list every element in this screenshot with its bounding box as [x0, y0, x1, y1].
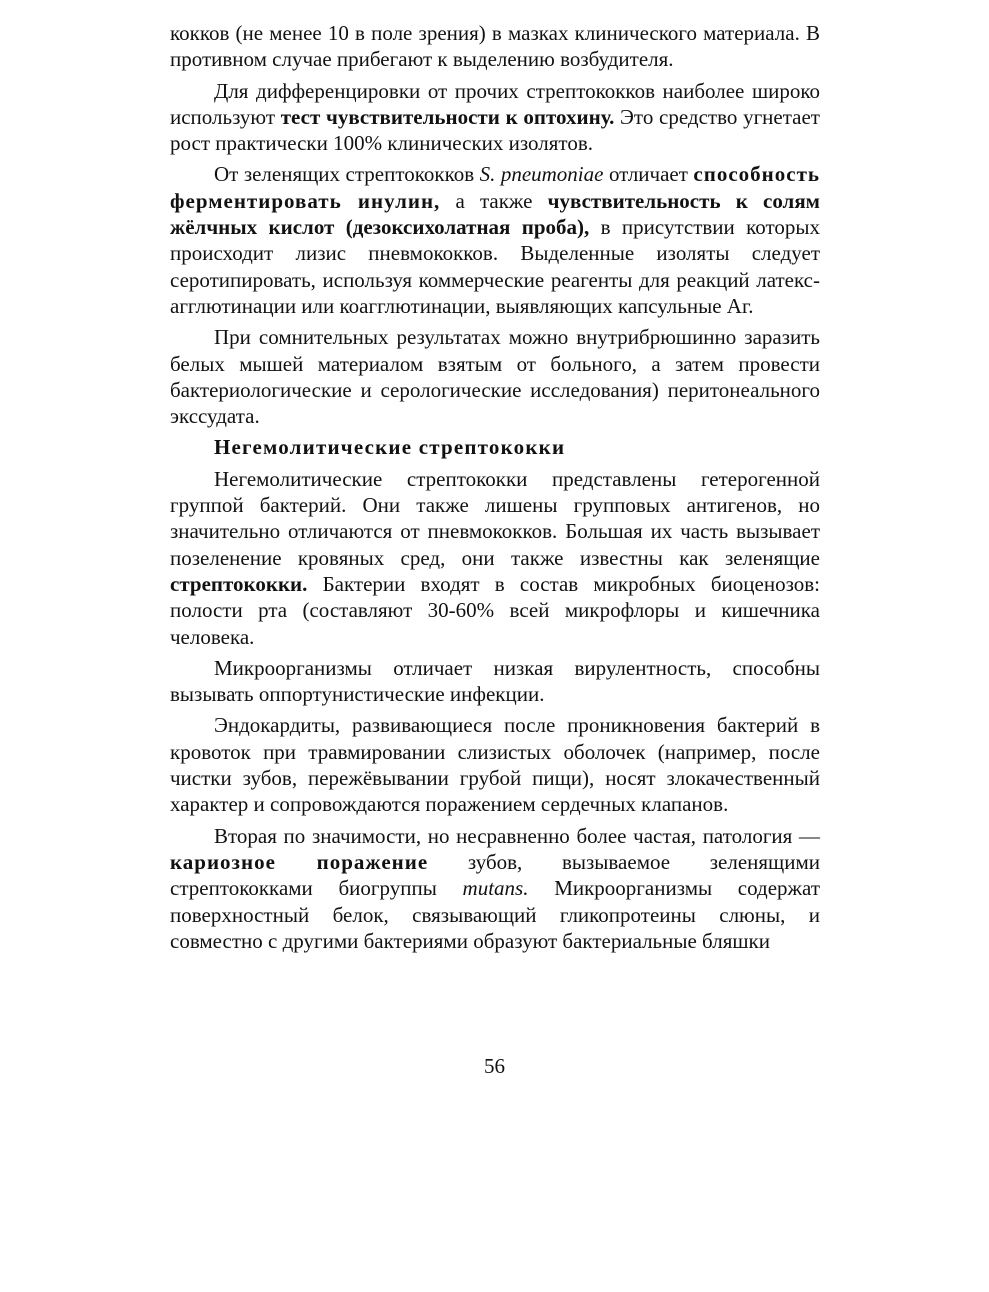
caries-term: кариозное поражение: [170, 849, 429, 874]
paragraph-3-text-4: в присутствии которых происходит лизис пневмококков. Выделенные изоляты следует серотипировать, используя коммерческие реагенты для реакций латекс-агглютинации или коагглютинации, выявляющих капсульные Аг.: [170, 215, 820, 318]
paragraph-3-text: От зеленящих стрептококков: [214, 162, 480, 187]
paragraph-8-text: Эндокардиты, развивающиеся после проникновения бактерий в кровоток при травмировании слизистых оболочек (например, после чистки зубов, пережёвывании грубой пищи), носят злокачественный характер и сопровождаются поражением сердечных клапанов.: [170, 713, 820, 817]
paragraph-9-text-3: Микроорганизмы содержат поверхностный белок, связывающий гликопротеины слюны, и совместно с другими бактериями образуют бактериальные бляшки: [170, 876, 820, 953]
bile-salts-term: чувствительность к солям жёлчных кислот (дезоксихолатная проба),: [170, 188, 820, 240]
paragraph-9-text: Вторая по значимости, но несравненно более частая, патология —: [214, 823, 820, 848]
page-body: [170, 20, 820, 954]
section-heading-text: Негемолитические стрептококки: [214, 435, 566, 460]
paragraph-nonhemolytic: [170, 466, 820, 650]
paragraph-7-text: Микроорганизмы отличает низкая вирулентность, способны вызывать оппортунистические инфекции.: [170, 655, 820, 707]
species-name: S. pneumoniae: [479, 162, 604, 187]
paragraph-continuation: [170, 20, 820, 73]
paragraph-pneumoniae: [170, 161, 820, 319]
section-heading: [170, 434, 820, 460]
paragraph-optochin: [170, 78, 820, 157]
paragraph-4-text: При сомнительных результатах можно внутрибрюшинно заразить белых мышей материалом взятым от больного, а затем провести бактериологические и серологические исследования) перитонеального экссудата.: [170, 325, 820, 429]
paragraph-mice: [170, 324, 820, 429]
optochin-test-term: тест чувствительности к оптохину.: [280, 104, 615, 129]
paragraph-3-text-3: а также: [440, 188, 548, 213]
paragraph-caries: [170, 823, 820, 954]
paragraph-6-text-end: Бактерии входят в состав микробных биоценозов: полости рта (составляют 30-60% всей микрофлоры и кишечника человека.: [170, 571, 820, 649]
paragraph-3-text-2: отличает: [603, 162, 694, 187]
inulin-term: способность ферментировать инулин,: [170, 162, 820, 213]
streptococci-term: стрептококки.: [170, 571, 308, 596]
paragraph-2-text: Для дифференцировки от прочих стрептококков наиболее широко используют: [170, 78, 820, 129]
paragraph-6-text: Негемолитические стрептококки представлены гетерогенной группой бактерий. Они также лишены групповых антигенов, но значительно отличаются от пневмококков. Большая их часть вызывает позеленение кровяных сред, они также известны как зеленящие: [170, 466, 820, 570]
biogroup-name: mutans.: [462, 876, 529, 901]
paragraph-1-text: кокков (не менее 10 в поле зрения) в мазках клинического материала. В противном случае прибегают к выделению возбудителя.: [170, 21, 820, 72]
paragraph-virulence: [170, 655, 820, 708]
paragraph-9-text-2: зубов, вызываемое зеленящими стрептококками биогруппы: [170, 849, 820, 901]
paragraph-2-text-end: Это средство угнетает рост практически 100% клинических изолятов.: [170, 104, 820, 156]
page-number: 56: [484, 1054, 505, 1078]
paragraph-endocarditis: [170, 712, 820, 817]
